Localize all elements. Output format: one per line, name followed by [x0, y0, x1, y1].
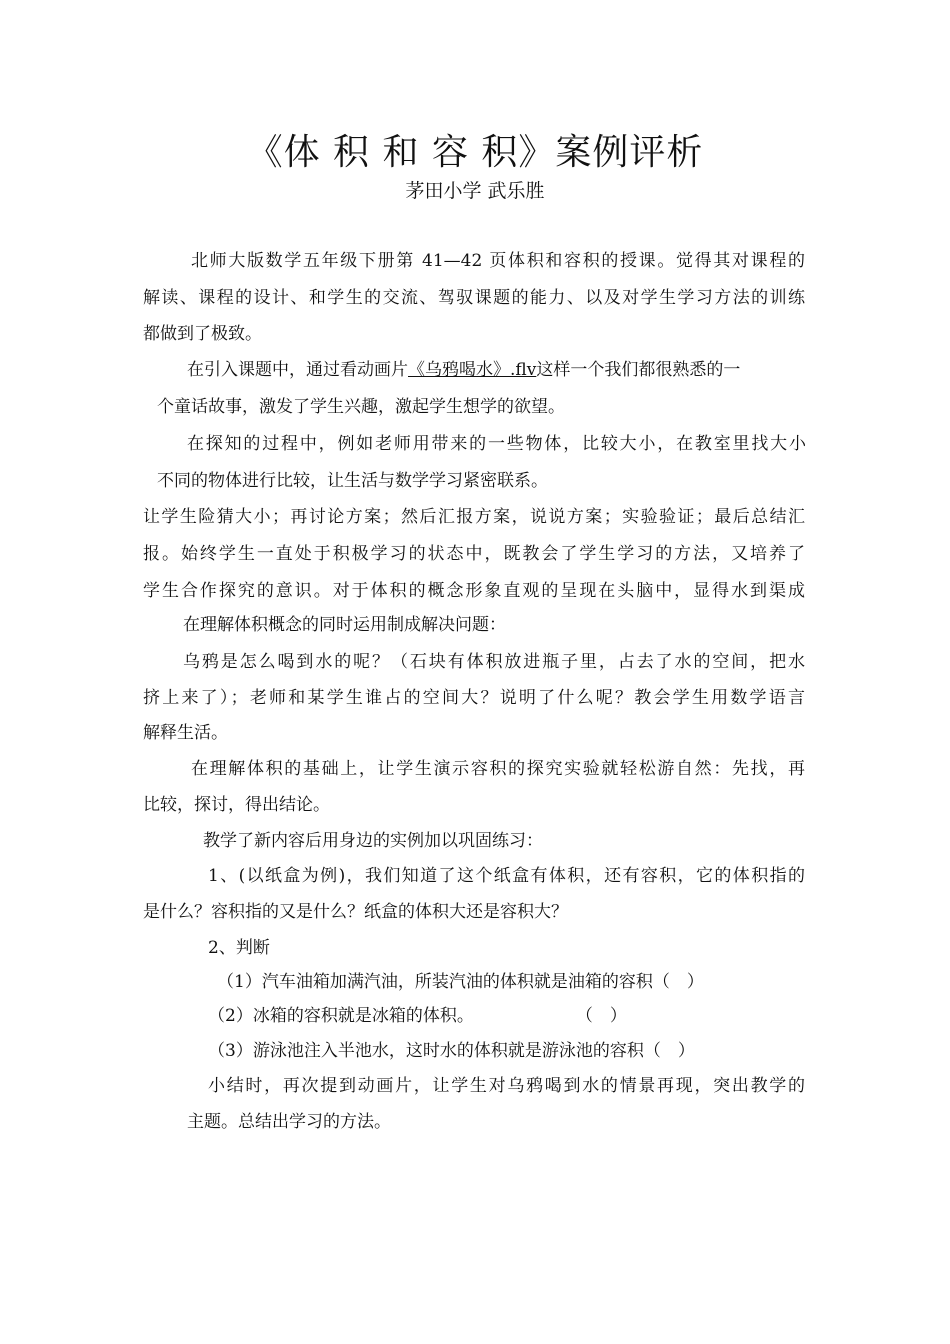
paragraph-line: 挤上来了）；老师和某学生谁占的空间大？说明了什么呢？教会学生用数学语言: [143, 688, 805, 708]
paragraph-line: （1）汽车油箱加满汽油，所装汽油的体积就是油箱的容积（ ）: [217, 972, 704, 992]
paragraph-line: 北师大版数学五年级下册第 41—42 页体积和容积的授课。觉得其对课程的: [191, 251, 805, 271]
paragraph-line: 是什么？容积指的又是什么？纸盒的体积大还是容积大？: [143, 902, 568, 922]
paragraph-line: 在理解体积的基础上，让学生演示容积的探究实验就轻松游自然：先找，再: [191, 759, 805, 779]
video-file-link[interactable]: 《乌鸦喝水》.flv: [408, 360, 537, 380]
paragraph-line: 个童话故事，激发了学生兴趣，激起学生想学的欲望。: [157, 397, 565, 417]
paragraph-line: [187, 358, 740, 382]
paragraph-line: 1、(以纸盒为例)，我们知道了这个纸盒有体积，还有容积，它的体积指的: [208, 866, 805, 886]
paragraph-line: 报。始终学生一直处于积极学习的状态中，既教会了学生学习的方法，又培养了: [143, 544, 805, 564]
paragraph-line: 2、判断: [208, 938, 270, 958]
paragraph-line: 不同的物体进行比较，让生活与数学学习紧密联系。: [157, 471, 548, 491]
paragraph-line: 在探知的过程中，例如老师用带来的一些物体，比较大小，在教室里找大小: [187, 434, 806, 454]
paragraph-line: 教学了新内容后用身边的实例加以巩固练习：: [203, 831, 543, 851]
paragraph-text: 这样一个我们都很熟悉的一: [536, 360, 741, 380]
paragraph-line: （3）游泳池注入半池水，这时水的体积就是游泳池的容积（ ）: [208, 1041, 695, 1061]
paragraph-line: 都做到了极致。: [143, 324, 262, 344]
paragraph-line: 解释生活。: [143, 723, 228, 743]
paragraph-line: 解读、课程的设计、和学生的交流、驾驭课题的能力、以及对学生学习方法的训练: [143, 288, 805, 308]
document-title: 《体 积 和 容 积》案例评析: [246, 132, 704, 173]
paragraph-line: （2）冰箱的容积就是冰箱的体积。 （ ）: [208, 1006, 627, 1026]
paragraph-line: 小结时，再次提到动画片，让学生对乌鸦喝到水的情景再现，突出教学的: [208, 1076, 805, 1096]
paragraph-text: 在引入课题中，通过看动画片: [187, 360, 408, 380]
paragraph-line: 乌鸦是怎么喝到水的呢？（石块有体积放进瓶子里，占去了水的空间，把水: [183, 652, 805, 672]
paragraph-line: 主题。总结出学习的方法。: [187, 1112, 391, 1132]
paragraph-line: 让学生险猜大小；再讨论方案；然后汇报方案，说说方案；实验验证；最后总结汇: [143, 507, 805, 527]
paragraph-line: 比较，探讨，得出结论。: [143, 795, 330, 815]
author-line: 茅田小学 武乐胜: [405, 180, 545, 202]
paragraph-line: 在理解体积概念的同时运用制成解决问题：: [183, 615, 506, 635]
paragraph-line: 学生合作探究的意识。对于体积的概念形象直观的呈现在头脑中，显得水到渠成: [143, 581, 805, 601]
